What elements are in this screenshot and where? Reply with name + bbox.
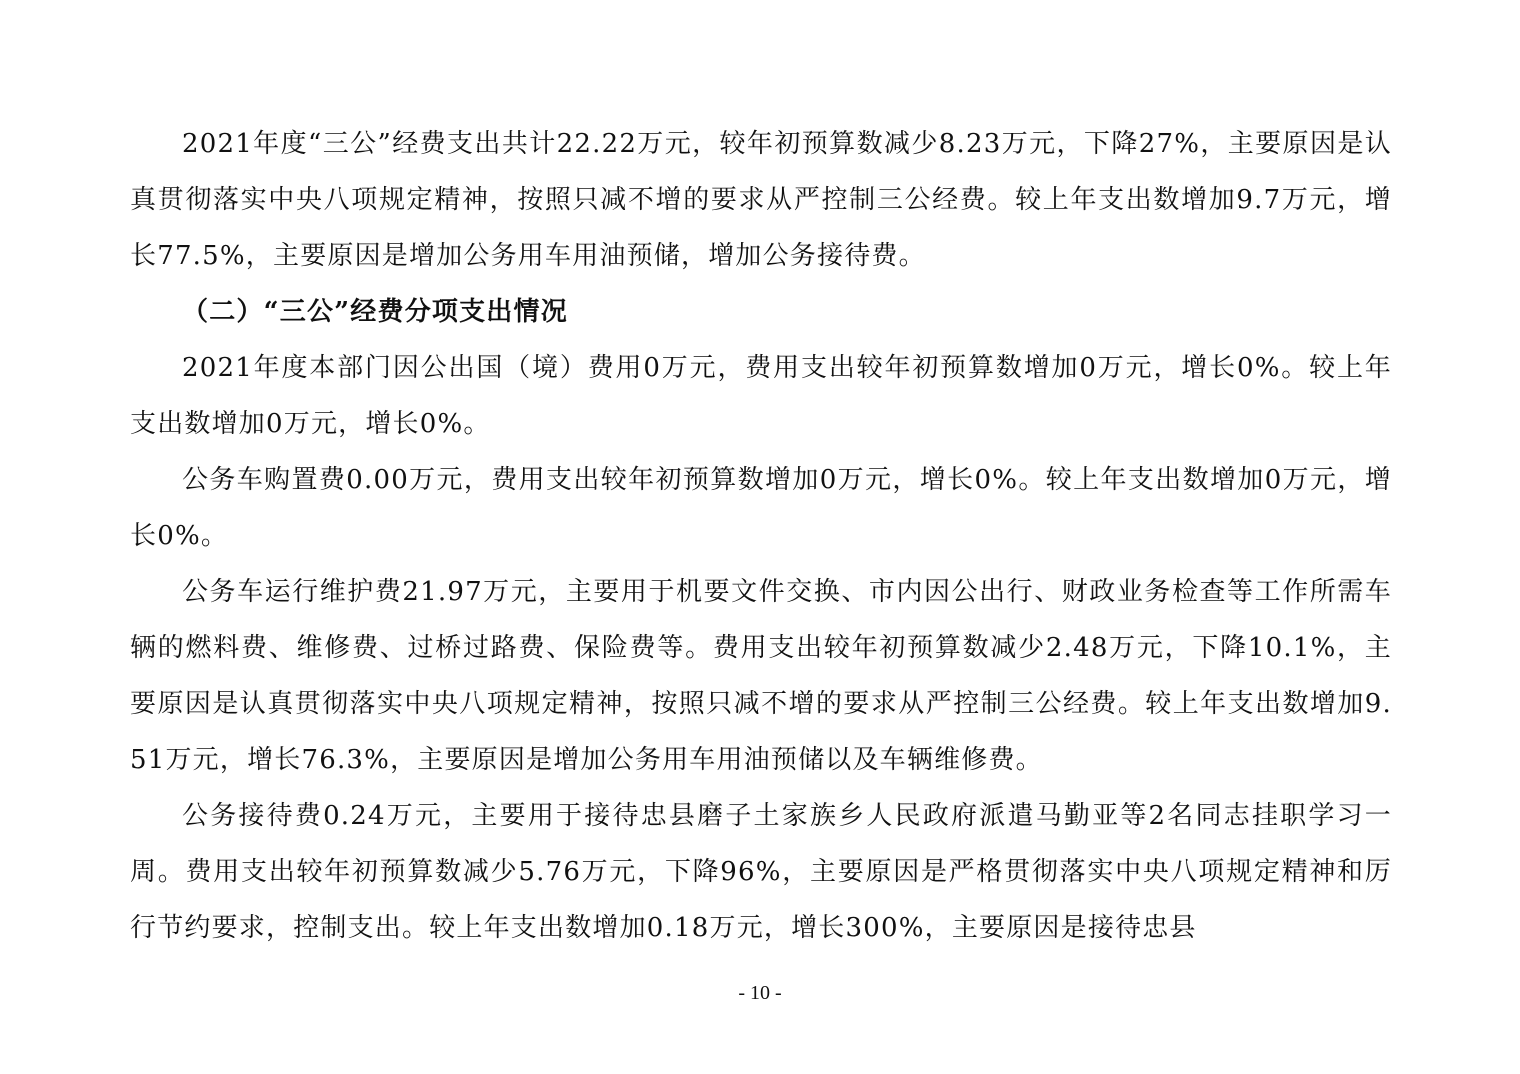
paragraph-summary: 2021年度“三公”经费支出共计22.22万元，较年初预算数减少8.23万元，下降27%，主要原因是认真贯彻落实中央八项规定精神，按照只减不增的要求从严控制三公经费。较上年支出数增加9.7万元，增长77.5%，主要原因是增加公务用车用油预储，增加公务接待费。 <box>130 129 1392 271</box>
page-number: - 10 - <box>738 982 782 1004</box>
paragraph-vehicle-purchase: 公务车购置费0.00万元，费用支出较年初预算数增加0万元，增长0%。较上年支出数增加0万元，增长0%。 <box>130 465 1392 551</box>
paragraph-vehicle-maintenance: 公务车运行维护费21.97万元，主要用于机要文件交换、市内因公出行、财政业务检查等工作所需车辆的燃料费、维修费、过桥过路费、保险费等。费用支出较年初预算数减少2.48万元，下降10.1%，主要原因是认真贯彻落实中央八项规定精神，按照只减不增的要求从严控制三公经费。较上年支出数增加9.51万元，增长76.3%，主要原因是增加公务用车用油预储以及车辆维修费。 <box>130 577 1392 775</box>
paragraph-overseas-travel: 2021年度本部门因公出国（境）费用0万元，费用支出较年初预算数增加0万元，增长0%。较上年支出数增加0万元，增长0%。 <box>130 353 1392 439</box>
document-body <box>130 116 1392 956</box>
section-heading: （二）“三公”经费分项支出情况 <box>182 297 568 327</box>
paragraph-reception: 公务接待费0.24万元，主要用于接待忠县磨子土家族乡人民政府派遣马勤亚等2名同志挂职学习一周。费用支出较年初预算数减少5.76万元，下降96%，主要原因是严格贯彻落实中央八项规定精神和厉行节约要求，控制支出。较上年支出数增加0.18万元，增长300%，主要原因是接待忠县 <box>130 801 1392 943</box>
